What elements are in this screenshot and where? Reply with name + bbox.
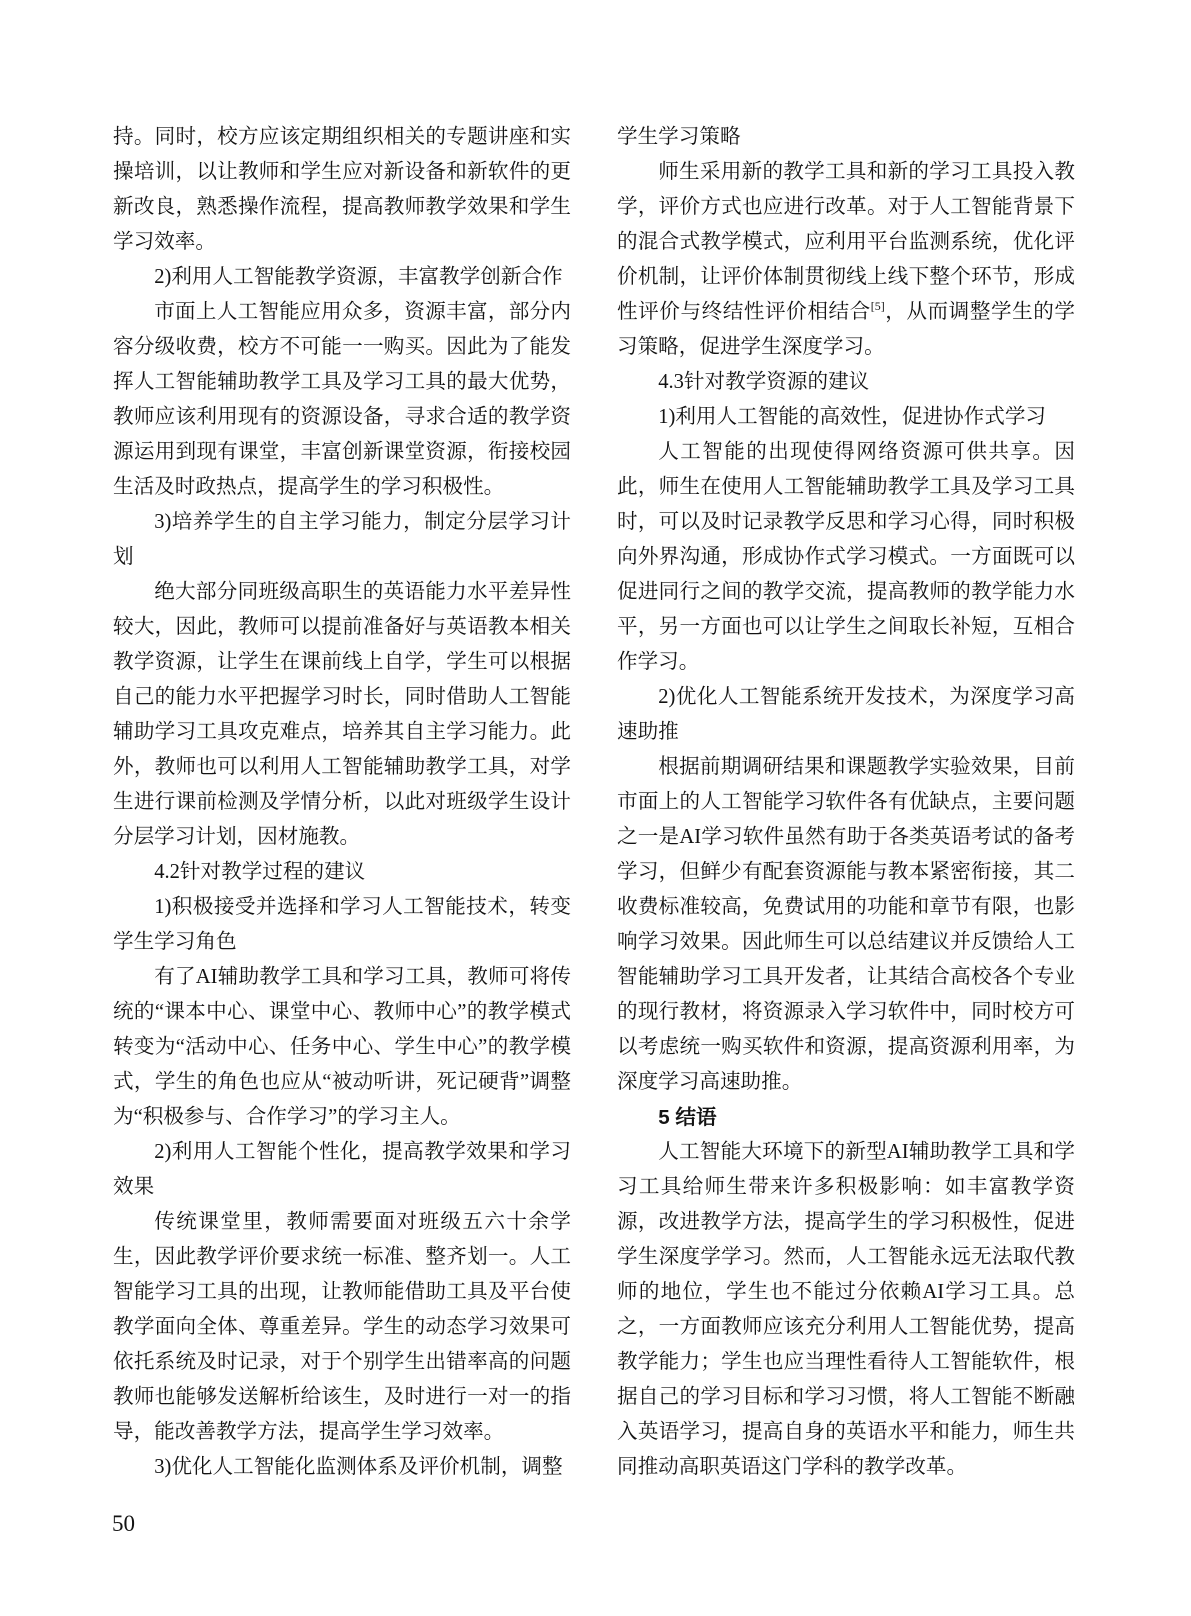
paragraph: 2)利用人工智能教学资源，丰富教学创新合作: [154, 266, 563, 288]
paragraph: 人工智能的出现使得网络资源可供共享。因此，师生在使用人工智能辅助教学工具及学习工具时，可以及时记录教学反思和学习心得，同时积极向外界沟通，形成协作式学习模式。一方面既可以促进同行之间的教学交流，提高教师的教学能力水平，另一方面也可以让学生之间取长补短，互相合作学习。: [617, 441, 1075, 673]
paragraph: 1)积极接受并选择和学习人工智能技术，转变学生学习角色: [113, 896, 571, 953]
paragraph: 有了AI辅助教学工具和学习工具，教师可将传统的“课本中心、课堂中心、教师中心”的教学模式转变为“活动中心、任务中心、学生中心”的教学模式，学生的角色也应从“被动听讲，死记硬背”调整为“积极参与、合作学习”的学习主人。: [113, 966, 571, 1128]
paragraph: 传统课堂里，教师需要面对班级五六十余学生，因此教学评价要求统一标准、整齐划一。人工智能学习工具的出现，让教师能借助工具及平台使教学面向全体、尊重差异。学生的动态学习效果可依托系统及时记录，对于个别学生出错率高的问题教师也能够发送解析给该生，及时进行一对一的指导，能改善教学方法，提高学生学习效率。: [113, 1211, 571, 1443]
paragraph: 2)利用人工智能个性化，提高教学效果和学习效果: [113, 1141, 571, 1198]
paragraph: 1)利用人工智能的高效性，促进协作式学习: [658, 406, 1047, 428]
paragraph: 人工智能大环境下的新型AI辅助教学工具和学习工具给师生带来许多积极影响：如丰富教学资源，改进教学方法，提高学生的学习积极性，促进学生深度学学习。然而，人工智能永远无法取代教师的地位，学生也不能过分依赖AI学习工具。总之，一方面教师应该充分利用人工智能优势，提高教学能力；学生也应当理性看待人工智能软件，根据自己的学习目标和学习习惯，将人工智能不断融入英语学习，提高自身的英语水平和能力，师生共同推动高职英语这门学科的教学改革。: [617, 1141, 1075, 1478]
paragraph: 持。同时，校方应该定期组织相关的专题讲座和实操培训，以让教师和学生应对新设备和新软件的更新改良，熟悉操作流程，提高教师教学效果和学生学习效率。: [113, 126, 571, 253]
paragraph: 根据前期调研结果和课题教学实验效果，目前市面上的人工智能学习软件各有优缺点，主要问题之一是AI学习软件虽然有助于各类英语考试的备考学习，但鲜少有配套资源能与教本紧密衔接，其二收费标准较高，免费试用的功能和章节有限，也影响学习效果。因此师生可以总结建议并反馈给人工智能辅助学习工具开发者，让其结合高校各个专业的现行教材，将资源录入学习软件中，同时校方可以考虑统一购买软件和资源，提高资源利用率，为深度学习高速助推。: [617, 756, 1075, 1093]
section-heading: 5 结语: [658, 1106, 717, 1129]
paragraph: 3)培养学生的自主学习能力，制定分层学习计划: [113, 511, 571, 568]
page-number: 50: [112, 1511, 135, 1536]
paragraph: 4.2针对教学过程的建议: [154, 861, 366, 883]
paragraph: 绝大部分同班级高职生的英语能力水平差异性较大，因此，教师可以提前准备好与英语教本相关教学资源，让学生在课前线上自学，学生可以根据自己的能力水平把握学习时长，同时借助人工智能辅助学习工具攻克难点，培养其自主学习能力。此外，教师也可以利用人工智能辅助教学工具，对学生进行课前检测及学情分析，以此对班级学生设计分层学习计划，因材施教。: [113, 581, 571, 848]
paragraph: 2)优化人工智能系统开发技术，为深度学习高速助推: [617, 686, 1075, 743]
column-left: [113, 120, 571, 1485]
paragraph: 市面上人工智能应用众多，资源丰富，部分内容分级收费，校方不可能一一购买。因此为了能发挥人工智能辅助教学工具及学习工具的最大优势，教师应该利用现有的资源设备，寻求合适的教学资源运用到现有课堂，丰富创新课堂资源，衔接校园生活及时政热点，提高学生的学习积极性。: [113, 301, 571, 498]
paragraph: 3)优化人工智能化监测体系及评价机制，调整: [154, 1456, 563, 1478]
text-columns: [113, 120, 1075, 1485]
paragraph: 4.3针对教学资源的建议: [658, 371, 870, 393]
paragraph: 师生采用新的教学工具和新的学习工具投入教学，评价方式也应进行改革。对于人工智能背景下的混合式教学模式，应利用平台监测系统，优化评价机制，让评价体制贯彻线上线下整个环节，形成性评价与终结性评价相结合[5]，从而调整学生的学习策略，促进学生深度学习。: [617, 161, 1076, 358]
citation-marker: [5]: [870, 299, 885, 314]
paragraph: 学生学习策略: [617, 126, 741, 148]
column-right: [617, 120, 1075, 1485]
